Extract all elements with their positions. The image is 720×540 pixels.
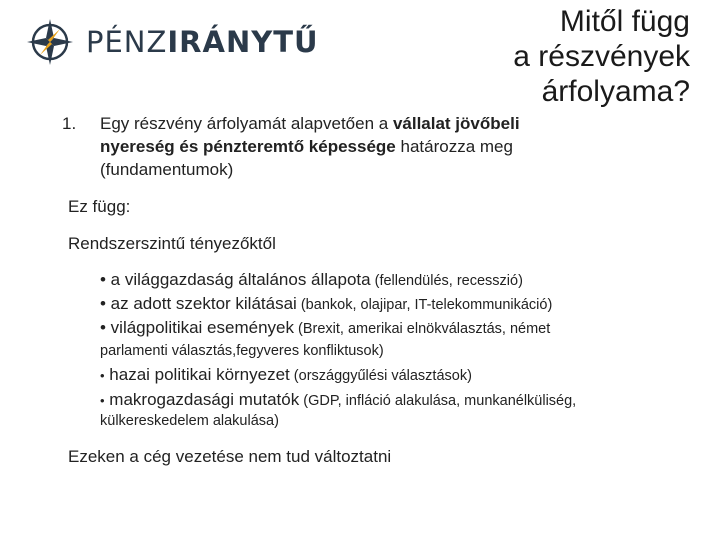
bullet-sub: (fellendülés, recesszió): [370, 273, 523, 289]
logo: [26, 18, 319, 66]
point-1-bold-a: vállalat jövőbeli: [392, 114, 520, 133]
conclusion-text: Ezeken a cég vezetése nem tud változtatni: [68, 447, 392, 466]
bullet-main: makrogazdasági mutatók: [104, 390, 300, 409]
bullet-icon: •: [100, 318, 106, 337]
bullet-continuation: parlamenti választás,fegyveres konfliktusok): [100, 343, 384, 359]
ez-fugg-label: Ez függ:: [68, 197, 131, 216]
bullet-main: hazai politikai környezet: [104, 365, 290, 384]
bullet-item: [100, 318, 550, 338]
logo-text-bold: IRÁNYTŰ: [167, 25, 319, 59]
title-line-2: a részvények: [513, 40, 690, 73]
point-1-number: 1.: [62, 114, 77, 133]
bullet-main: világpolitikai események: [105, 318, 294, 337]
logo-text-light: PÉNZ: [86, 25, 168, 59]
point-1-text-c: (fundamentumok): [100, 160, 234, 179]
bullet-sub: (Brexit, amerikai elnökválasztás, német: [294, 321, 551, 337]
bullet-icon: •: [100, 368, 105, 383]
point-1-body: [100, 112, 622, 181]
compass-icon: [26, 18, 74, 66]
bullet-icon: •: [100, 294, 106, 313]
rendszer-heading: Rendszerszintű tényezőktől: [68, 234, 276, 253]
bullet-main: az adott szektor kilátásai: [105, 294, 297, 313]
bullet-item: [100, 365, 472, 385]
bullet-main: a világgazdaság általános állapota: [105, 270, 371, 289]
logo-text: [86, 25, 319, 59]
bullet-continuation: külkereskedelem alakulása): [100, 413, 279, 429]
bullet-sub: (országgyűlési választások): [289, 368, 472, 384]
bullet-sub: (GDP, infláció alakulása, munkanélküliség,: [299, 393, 577, 409]
bullet-icon: •: [100, 270, 106, 289]
point-1-bold-b: nyereség és pénzteremtő képessége: [100, 137, 396, 156]
bullet-icon: •: [100, 393, 105, 408]
bullet-sub: (bankok, olajipar, IT-telekommunikáció): [296, 297, 553, 313]
point-1-text-b: határozza meg: [395, 137, 513, 156]
bullet-item: [100, 390, 576, 410]
title-line-1: Mitől függ: [559, 5, 690, 38]
bullet-item: [100, 270, 523, 290]
point-1: [62, 112, 622, 181]
point-1-text-a: Egy részvény árfolyamát alapvetően a: [100, 114, 393, 133]
title-line-3: árfolyama?: [541, 75, 690, 108]
slide-title: [513, 4, 690, 109]
bullet-item: [100, 294, 552, 314]
